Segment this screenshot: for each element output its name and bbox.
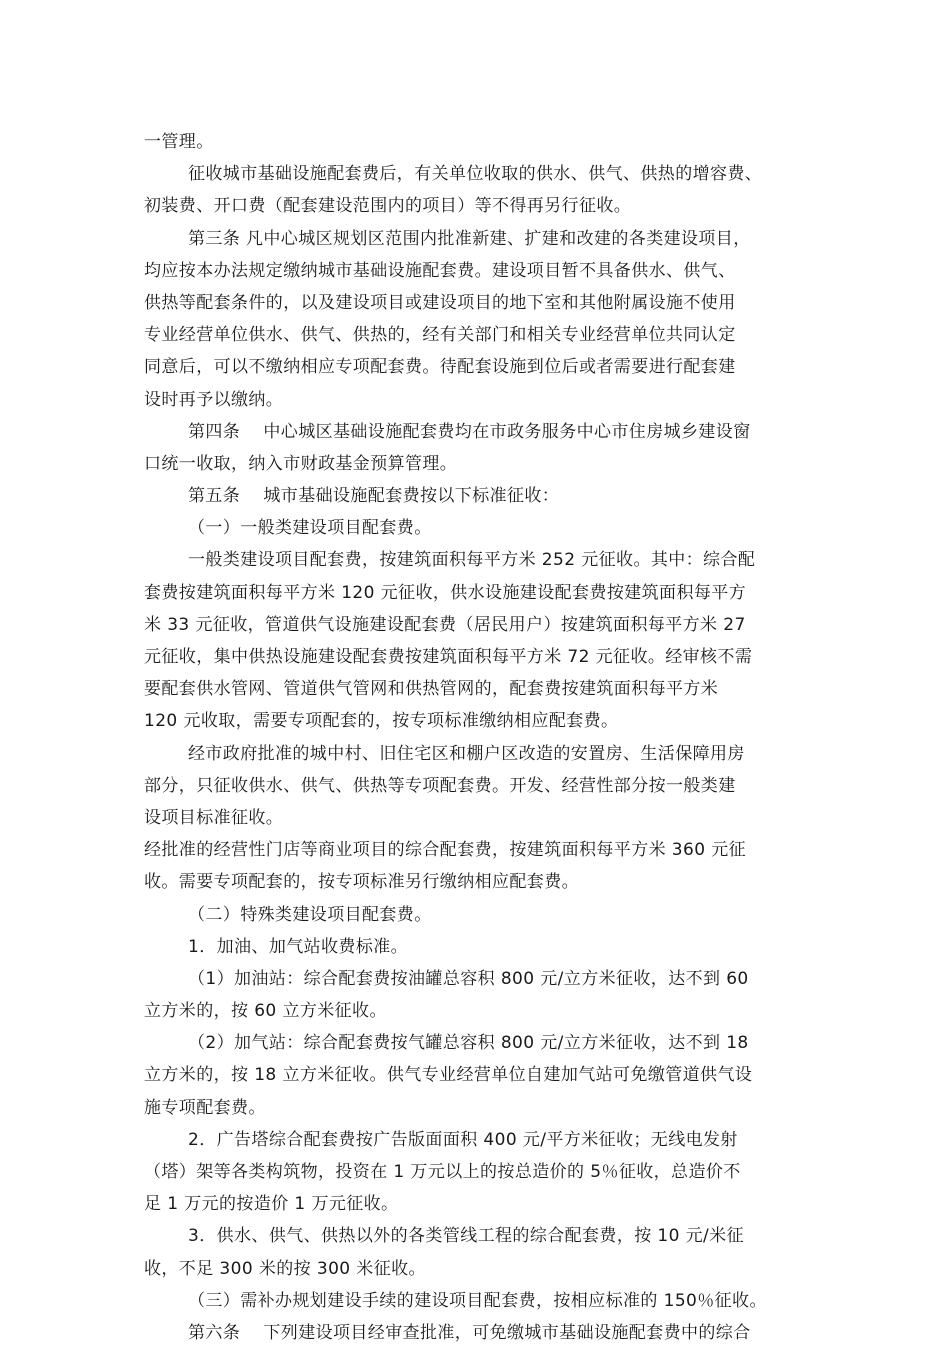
text-line: 一般类建设项目配套费，按建筑面积每平方米 252 元征收。其中：综合配 xyxy=(188,550,756,571)
text-line: 经批准的经营性门店等商业项目的综合配套费，按建筑面积每平方米 360 元征 xyxy=(144,840,747,861)
text-line: 口统一收取，纳入市财政基金预算管理。 xyxy=(144,453,458,474)
text-line: 第六条 下列建设项目经审查批准，可免缴城市基础设施配套费中的综合 xyxy=(188,1322,751,1343)
text-line: （2）加气站：综合配套费按气罐总容积 800 元/立方米征收，达不到 18 xyxy=(188,1033,749,1054)
text-line: 米 33 元征收，管道供气设施建设配套费（居民用户）按建筑面积每平方米 27 xyxy=(144,614,746,635)
text-line: 第四条 中心城区基础设施配套费均在市政务服务中心市住房城乡建设窗 xyxy=(188,421,751,442)
text-line: 设时再予以缴纳。 xyxy=(144,389,284,410)
text-line: 元征收，集中供热设施建设配套费按建筑面积每平方米 72 元征收。经审核不需 xyxy=(144,647,753,667)
text-line: 立方米的，按 60 立方米征收。 xyxy=(144,1001,387,1022)
text-line: 收。需要专项配套的，按专项标准另行缴纳相应配套费。 xyxy=(144,872,579,893)
text-line: 设项目标准征收。 xyxy=(144,807,284,828)
text-line: 一管理。 xyxy=(144,132,214,152)
text-line: （塔）架等各类构筑物，投资在 1 万元以上的按总造价的 5％征收，总造价不 xyxy=(144,1162,741,1182)
text-line: 120 元收取，需要专项配套的，按专项标准缴纳相应配套费。 xyxy=(144,711,619,732)
text-line: 同意后，可以不缴纳相应专项配套费。待配套设施到位后或者需要进行配套建 xyxy=(144,357,736,378)
text-line: 套费按建筑面积每平方米 120 元征收，供水设施建设配套费按建筑面积每平方 xyxy=(144,582,747,603)
text-line: 足 1 万元的按造价 1 万元征收。 xyxy=(144,1194,399,1215)
text-line: 立方米的，按 18 立方米征收。供气专业经营单位自建加气站可免缴管道供气设 xyxy=(144,1065,753,1086)
text-line: 经市政府批准的城中村、旧住宅区和棚户区改造的安置房、生活保障用房 xyxy=(188,743,745,764)
text-line: （一）一般类建设项目配套费。 xyxy=(188,518,432,539)
text-line: （1）加油站：综合配套费按油罐总容积 800 元/立方米征收，达不到 60 xyxy=(188,968,749,989)
text-line: 供热等配套条件的，以及建设项目或建设项目的地下室和其他附属设施不使用 xyxy=(144,292,736,313)
text-line: 2．广告塔综合配套费按广告版面面积 400 元/平方米征收；无线电发射 xyxy=(188,1129,738,1150)
text-line: 征收城市基础设施配套费后，有关单位收取的供水、供气、供热的增容费、 xyxy=(188,164,763,185)
text-line: 部分，只征收供水、供气、供热等专项配套费。开发、经营性部分按一般类建 xyxy=(144,775,736,796)
text-line: （三）需补办规划建设手续的建设项目配套费，按相应标准的 150％征收。 xyxy=(188,1290,767,1311)
text-line: 1．加油、加气站收费标准。 xyxy=(188,936,409,957)
text-line: 第五条 城市基础设施配套费按以下标准征收： xyxy=(188,486,560,507)
document-body xyxy=(144,126,812,1349)
text-line: （二）特殊类建设项目配套费。 xyxy=(188,904,432,925)
text-line: 施专项配套费。 xyxy=(144,1097,266,1118)
text-line: 初装费、开口费（配套建设范围内的项目）等不得再另行征收。 xyxy=(144,196,632,217)
text-line: 第三条 凡中心城区规划区范围内批准新建、扩建和改建的各类建设项目， xyxy=(188,228,751,249)
text-line: 要配套供水管网、管道供气管网和供热管网的，配套费按建筑面积每平方米 xyxy=(144,679,719,700)
text-line: 专业经营单位供水、供气、供热的，经有关部门和相关专业经营单位共同认定 xyxy=(144,325,736,346)
text-line: 3．供水、供气、供热以外的各类管线工程的综合配套费，按 10 元/米征 xyxy=(188,1226,744,1247)
text-line: 均应按本办法规定缴纳城市基础设施配套费。建设项目暂不具备供水、供气、 xyxy=(144,260,736,281)
text-line: 收，不足 300 米的按 300 米征收。 xyxy=(144,1258,426,1279)
